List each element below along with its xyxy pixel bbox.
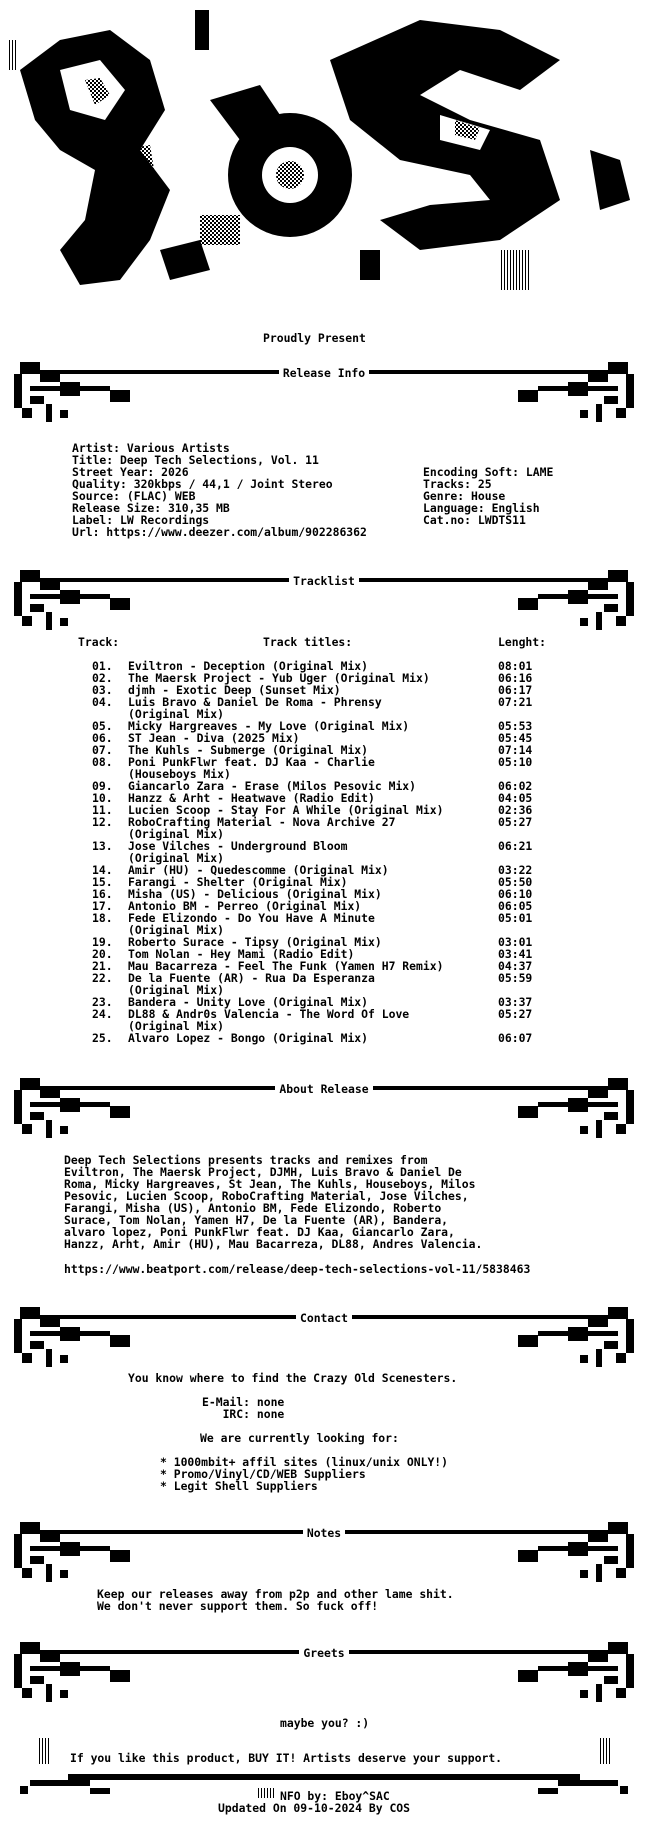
footer-updated: Updated On 09-10-2024 By COS: [218, 1801, 411, 1815]
section-title: [0, 1083, 648, 1095]
section-banner-release-info: [0, 360, 648, 430]
track-title-continued: (Houseboys Mix): [128, 767, 231, 781]
section-banner-contact: [0, 1305, 648, 1375]
track-title: Amir (HU) - Quedescomme (Original Mix): [128, 863, 389, 877]
about-line: Roma, Micky Hargreaves, St Jean, The Kuhls, Houseboys, Milos: [64, 1177, 476, 1191]
table-row: [0, 696, 648, 708]
track-length: 05:27: [498, 815, 533, 829]
track-title-continued: (Original Mix): [128, 1019, 225, 1033]
track-number: 20.: [92, 947, 113, 961]
track-length: 05:53: [498, 719, 533, 733]
track-title: RoboCrafting Material - Nova Archive 27: [128, 815, 396, 829]
section-banner-about: [0, 1076, 648, 1146]
track-length: 04:05: [498, 791, 533, 805]
about-line: Surace, Tom Nolan, Yamen H7, De la Fuente (AR), Bandera,: [64, 1213, 449, 1227]
track-number: 17.: [92, 899, 113, 913]
track-number: 04.: [92, 695, 113, 709]
track-number: 19.: [92, 935, 113, 949]
section-banner-greets: [0, 1640, 648, 1710]
track-length: 02:36: [498, 803, 533, 817]
section-banner-tracklist: [0, 568, 648, 638]
track-title: Eviltron - Deception (Original Mix): [128, 659, 369, 673]
track-title-continued: (Original Mix): [128, 983, 225, 997]
track-length: 06:02: [498, 779, 533, 793]
track-number: 09.: [92, 779, 113, 793]
section-banner-notes: [0, 1520, 648, 1590]
group-logo-art: [0, 0, 648, 330]
track-length: 06:16: [498, 671, 533, 685]
track-title: DL88 & Andr0s Valencia - The Word Of Love: [128, 1007, 410, 1021]
contact-line: You know where to find the Crazy Old Scenesters.: [128, 1371, 458, 1385]
section-title-text: Contact: [296, 1311, 352, 1325]
track-length: 07:21: [498, 695, 533, 709]
section-title-text: About Release: [275, 1082, 372, 1096]
track-number: 21.: [92, 959, 113, 973]
greets-maybe: maybe you? :): [280, 1716, 370, 1730]
track-number: 12.: [92, 815, 113, 829]
contact-irc: IRC: none: [202, 1407, 285, 1421]
release-source: Source: (FLAC) WEB: [72, 489, 196, 503]
track-length: 03:22: [498, 863, 533, 877]
track-length: 05:45: [498, 731, 533, 745]
section-title: [0, 1527, 648, 1539]
track-length: 04:37: [498, 959, 533, 973]
contact-item: * Legit Shell Suppliers: [160, 1479, 318, 1493]
release-label: Label: LW Recordings: [72, 513, 210, 527]
about-line: Eviltron, The Maersk Project, DJMH, Luis Bravo & Daniel De: [64, 1165, 462, 1179]
track-number: 14.: [92, 863, 113, 877]
release-url: Url: https://www.deezer.com/album/902286362: [72, 525, 367, 539]
table-row: [0, 756, 648, 768]
track-number: 24.: [92, 1007, 113, 1021]
track-title: Hanzz & Arht - Heatwave (Radio Edit): [128, 791, 375, 805]
track-title: Farangi - Shelter (Original Mix): [128, 875, 348, 889]
track-title: Luis Bravo & Daniel De Roma - Phrensy: [128, 695, 382, 709]
section-title: [0, 575, 648, 587]
table-row: [0, 1008, 648, 1020]
track-title: Alvaro Lopez - Bongo (Original Mix): [128, 1031, 369, 1045]
track-title-continued: (Original Mix): [128, 827, 225, 841]
release-catno: Cat.no: LWDTS11: [423, 513, 526, 527]
release-size: Release Size: 310,35 MB: [72, 501, 230, 515]
track-length: 05:10: [498, 755, 533, 769]
about-url: https://www.beatport.com/release/deep-tech-selections-vol-11/5838463: [64, 1262, 531, 1276]
section-title-text: Notes: [303, 1526, 345, 1540]
track-number: 06.: [92, 731, 113, 745]
track-length: 06:21: [498, 839, 533, 853]
release-tracks: Tracks: 25: [423, 477, 492, 491]
release-quality: Quality: 320kbps / 44,1 / Joint Stereo: [72, 477, 333, 491]
track-length: 06:05: [498, 899, 533, 913]
track-number: 05.: [92, 719, 113, 733]
greets-buy: If you like this product, BUY IT! Artists deserve your support.: [70, 1751, 503, 1765]
section-title-text: Greets: [299, 1646, 348, 1660]
table-row: [0, 840, 648, 852]
release-language: Language: English: [423, 501, 540, 515]
contact-item: * Promo/Vinyl/CD/WEB Suppliers: [160, 1467, 366, 1481]
track-number: 08.: [92, 755, 113, 769]
track-title: Mau Bacarreza - Feel The Funk (Yamen H7 Remix): [128, 959, 444, 973]
about-line: Farangi, Misha (US), Antonio BM, Fede Elizondo, Roberto: [64, 1201, 442, 1215]
contact-looking: We are currently looking for:: [200, 1431, 399, 1445]
section-title: [0, 1312, 648, 1324]
section-title-text: Release Info: [279, 366, 369, 380]
release-title: Title: Deep Tech Selections, Vol. 11: [72, 453, 319, 467]
track-title: The Kuhls - Submerge (Original Mix): [128, 743, 369, 757]
track-length: 06:07: [498, 1031, 533, 1045]
about-line: alvaro lopez, Poni PunkFlwr feat. DJ Kaa, Giancarlo Zara,: [64, 1225, 455, 1239]
about-line: Hanzz, Arht, Amir (HU), Mau Bacarreza, DL88, Andres Valencia.: [64, 1237, 483, 1251]
track-length: 03:37: [498, 995, 533, 1009]
track-title: Jose Vilches - Underground Bloom: [128, 839, 348, 853]
section-title: [0, 1647, 648, 1659]
table-row: [0, 816, 648, 828]
track-length: 06:10: [498, 887, 533, 901]
track-title: Poni PunkFlwr feat. DJ Kaa - Charlie: [128, 755, 375, 769]
track-title: Giancarlo Zara - Erase (Milos Pesovic Mix): [128, 779, 417, 793]
track-title: Lucien Scoop - Stay For A While (Original Mix): [128, 803, 444, 817]
contact-email: E-Mail: none: [202, 1395, 285, 1409]
about-line: Deep Tech Selections presents tracks and remixes from: [64, 1153, 428, 1167]
track-length: 05:01: [498, 911, 533, 925]
footer-nfo: NFO by: Eboy^SAC: [280, 1789, 390, 1803]
track-number: 13.: [92, 839, 113, 853]
track-number: 03.: [92, 683, 113, 697]
track-length: 03:41: [498, 947, 533, 961]
table-row: [0, 912, 648, 924]
track-number: 23.: [92, 995, 113, 1009]
track-length: 03:01: [498, 935, 533, 949]
track-title-continued: (Original Mix): [128, 923, 225, 937]
track-title: De la Fuente (AR) - Rua Da Esperanza: [128, 971, 375, 985]
table-row: [0, 972, 648, 984]
track-title: Fede Elizondo - Do You Have A Minute: [128, 911, 375, 925]
table-row: [0, 1032, 648, 1044]
track-number: 07.: [92, 743, 113, 757]
tracklist-header-length: Lenght:: [498, 635, 547, 649]
track-title: The Maersk Project - Yub Uger (Original Mix): [128, 671, 430, 685]
track-number: 22.: [92, 971, 113, 985]
tracklist-header-track: Track:: [78, 635, 120, 649]
track-number: 10.: [92, 791, 113, 805]
track-length: 05:27: [498, 1007, 533, 1021]
track-title: ST Jean - Diva (2025 Mix): [128, 731, 300, 745]
track-title: Bandera - Unity Love (Original Mix): [128, 995, 369, 1009]
track-title: djmh - Exotic Deep (Sunset Mix): [128, 683, 341, 697]
track-length: 05:50: [498, 875, 533, 889]
track-number: 16.: [92, 887, 113, 901]
intro-text: Proudly Present: [263, 331, 366, 345]
release-genre: Genre: House: [423, 489, 506, 503]
track-number: 11.: [92, 803, 113, 817]
about-line: Pesovic, Lucien Scoop, RoboCrafting Material, Jose Vilches,: [64, 1189, 469, 1203]
contact-item: * 1000mbit+ affil sites (linux/unix ONLY!): [160, 1455, 449, 1469]
track-number: 25.: [92, 1031, 113, 1045]
section-title: [0, 367, 648, 379]
notes-line: We don't never support them. So fuck off!: [97, 1599, 379, 1613]
track-title-continued: (Original Mix): [128, 851, 225, 865]
track-number: 18.: [92, 911, 113, 925]
track-length: 07:14: [498, 743, 533, 757]
notes-line: Keep our releases away from p2p and other lame shit.: [97, 1587, 454, 1601]
track-number: 01.: [92, 659, 113, 673]
release-artist: Artist: Various Artists: [72, 441, 230, 455]
track-title: Misha (US) - Delicious (Original Mix): [128, 887, 382, 901]
release-street-year: Street Year: 2026: [72, 465, 189, 479]
track-title: Roberto Surace - Tipsy (Original Mix): [128, 935, 382, 949]
track-number: 02.: [92, 671, 113, 685]
track-title: Tom Nolan - Hey Mami (Radio Edit): [128, 947, 355, 961]
track-length: 06:17: [498, 683, 533, 697]
tracklist-header-titles: Track titles:: [263, 635, 353, 649]
track-title: Micky Hargreaves - My Love (Original Mix): [128, 719, 410, 733]
track-length: 08:01: [498, 659, 533, 673]
track-title-continued: (Original Mix): [128, 707, 225, 721]
track-number: 15.: [92, 875, 113, 889]
track-length: 05:59: [498, 971, 533, 985]
section-title-text: Tracklist: [289, 574, 359, 588]
track-title: Antonio BM - Perreo (Original Mix): [128, 899, 362, 913]
release-encoding: Encoding Soft: LAME: [423, 465, 554, 479]
